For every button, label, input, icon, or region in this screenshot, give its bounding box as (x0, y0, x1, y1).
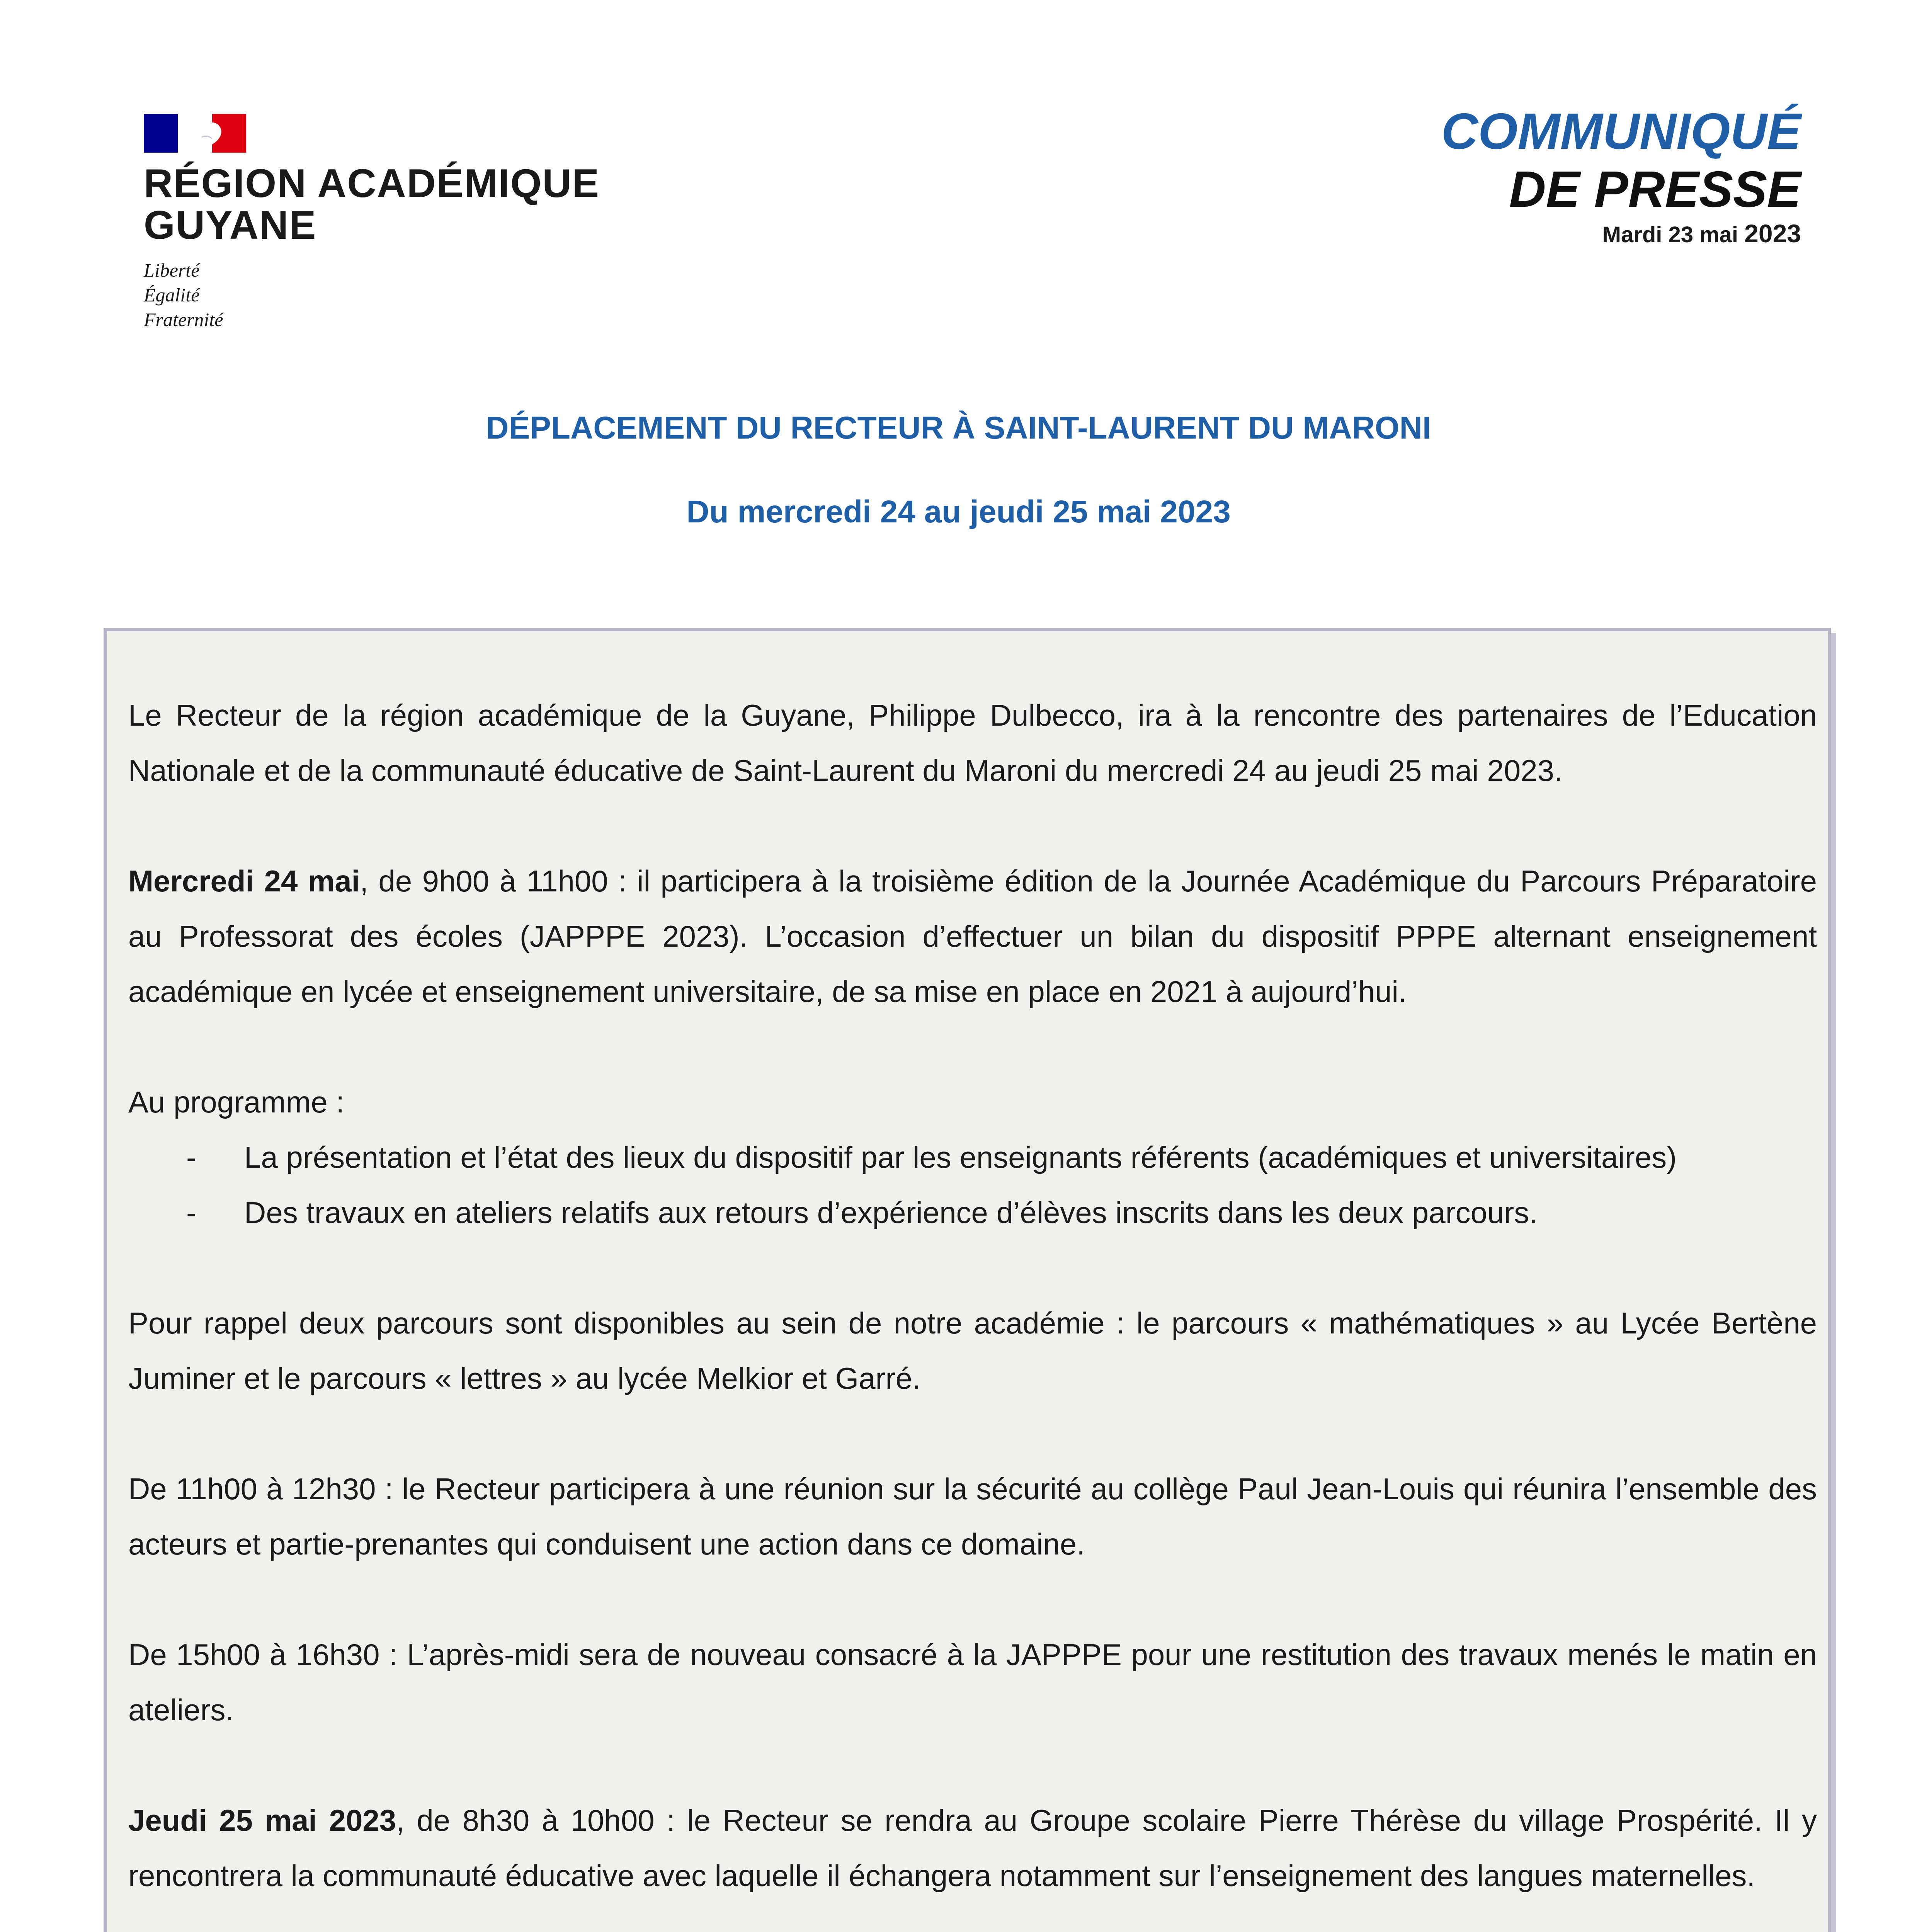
intro-paragraph: Le Recteur de la région académique de la Guyane, Philippe Dulbecco, ira à la rencontre des partenaires de l’Education Nationale et de la communauté éducative de Saint-Laurent du Maroni du mercredi 24 au jeudi 25 mai 2023. (128, 698, 1817, 787)
thursday-text: , de 8h30 à 10h00 : le Recteur se rendra au Groupe scolaire Pierre Thérèse du village Prospérité. Il y rencontrera la communauté éducative avec laquelle il échangera notamment sur l’enseignement des langues maternelles. (128, 1803, 1817, 1893)
wednesday-date: Mercredi 24 mai (128, 864, 360, 898)
wednesday-paragraph (128, 854, 1817, 1019)
press-release-title-line1: COMMUNIQUÉ (1441, 103, 1801, 160)
release-date-day: Mardi 23 mai (1602, 222, 1738, 247)
marianne-profile-icon (144, 114, 246, 153)
release-date (1441, 220, 1801, 248)
reminder-paragraph: Pour rappel deux parcours sont disponibles au sein de notre académie : le parcours « mathématiques » au Lycée Bertène Juminer et le parcours « lettres » au lycée Melkior et Garré. (128, 1306, 1817, 1395)
content-body (128, 688, 1817, 1932)
wednesday-text: , de 9h00 à 11h00 : il participera à la troisième édition de la Journée Académique du Parcours Préparatoire au Professorat des écoles (JAPPPE 2023). L’occasion d’effectuer un bilan du dispositif PPPE alternant enseignement académique en lycée et enseignement universitaire, de sa mise en place en 2021 à aujourd’hui. (128, 864, 1817, 1009)
list-item (128, 1130, 1817, 1185)
motto-egalite: Égalité (144, 284, 200, 306)
region-name (144, 163, 607, 246)
list-item (128, 1185, 1817, 1240)
motto-fraternite: Fraternité (144, 309, 223, 330)
republic-motto (144, 258, 607, 332)
release-date-year: 2023 (1744, 219, 1801, 248)
motto-liberte: Liberté (144, 259, 200, 281)
region-logo (144, 114, 607, 332)
page-subtitle: Du mercredi 24 au jeudi 25 mai 2023 (686, 494, 1231, 529)
list-dash: - (186, 1140, 196, 1174)
region-name-line1: RÉGION ACADÉMIQUE (144, 161, 600, 206)
page-title: DÉPLACEMENT DU RECTEUR À SAINT-LAURENT DU MARONI (486, 410, 1431, 446)
afternoon-paragraph: De 15h00 à 16h30 : L’après-midi sera de nouveau consacré à la JAPPPE pour une restitution des travaux menés le matin en ateliers. (128, 1638, 1817, 1727)
security-meeting-paragraph: De 11h00 à 12h30 : le Recteur participera à une réunion sur la sécurité au collège Paul Jean-Louis qui réunira l’ensemble des acteurs et partie-prenantes qui conduisent une action dans ce domaine. (128, 1472, 1817, 1561)
programme-label: Au programme : (128, 1085, 345, 1119)
list-item-text: Des travaux en ateliers relatifs aux retours d’expérience d’élèves inscrits dans les deux parcours. (244, 1196, 1538, 1230)
region-name-line2: GUYANE (144, 203, 317, 248)
list-dash: - (186, 1196, 196, 1230)
list-item-text: La présentation et l’état des lieux du dispositif par les enseignants référents (académiques et universitaires) (244, 1140, 1677, 1174)
press-release-title-line2: DE PRESSE (1509, 161, 1801, 218)
republic-flag-icon (144, 114, 246, 153)
press-release-header (1441, 102, 1801, 248)
thursday-date: Jeudi 25 mai 2023 (128, 1803, 396, 1837)
programme-list (128, 1130, 1817, 1240)
thursday-paragraph (128, 1793, 1817, 1903)
